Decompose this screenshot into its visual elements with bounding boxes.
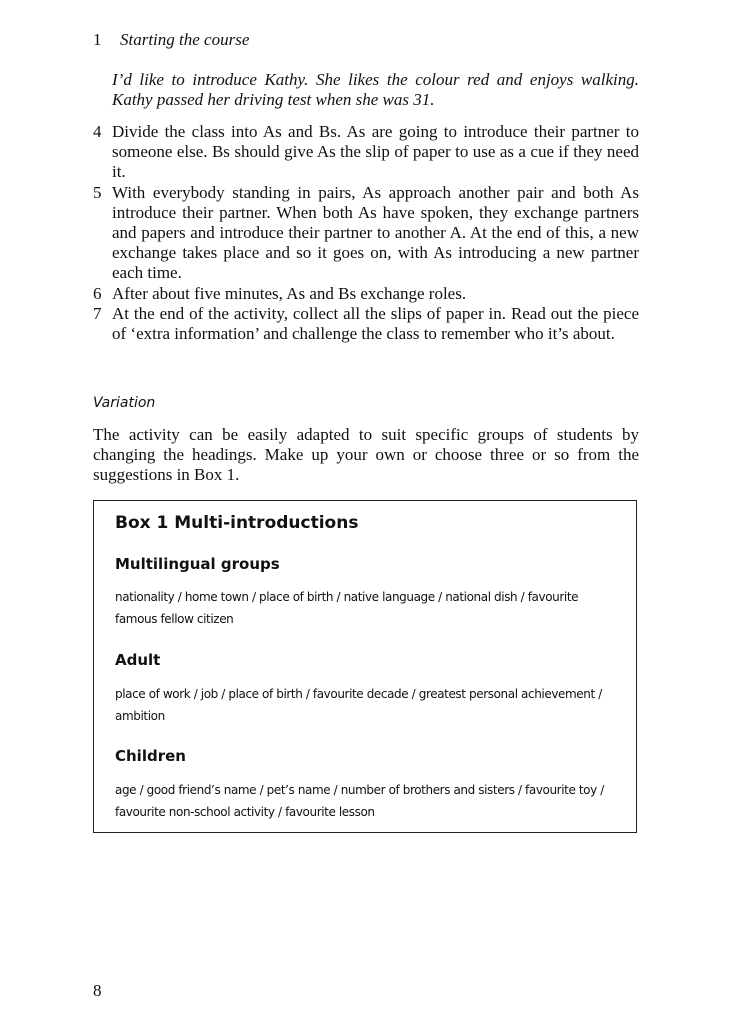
step-number: 5 (93, 182, 102, 202)
steps-list (93, 122, 639, 344)
box-section-items-adult: place of work / job / place of birth / favourite decade / greatest personal achievement / ambition (115, 687, 602, 723)
running-head (93, 30, 249, 50)
chapter-title: Starting the course (120, 30, 250, 49)
chapter-number: 1 (93, 30, 102, 49)
box-section-heading-multilingual: Multilingual groups (115, 555, 280, 573)
step-text: At the end of the activity, collect all the slips of paper in. Read out the piece of ‘extra information’ and challenge the class to remember who it’s about. (112, 303, 639, 344)
box-section-heading-children: Children (115, 747, 186, 765)
step-item (93, 284, 639, 304)
variation-text: The activity can be easily adapted to suit specific groups of students by changing the headings. Make up your own or choose three or so from the suggestions in Box 1. (93, 425, 639, 485)
box-section-items-multilingual: nationality / home town / place of birth / native language / national dish / favourite famous fellow citizen (115, 590, 579, 626)
variation-heading: Variation (93, 395, 156, 411)
box-multi-introductions (93, 500, 637, 833)
step-item (93, 183, 639, 284)
step-number: 7 (93, 303, 102, 323)
box-section-heading-adult: Adult (115, 651, 161, 669)
step-item (93, 304, 639, 344)
step-number: 6 (93, 283, 102, 303)
step-text: With everybody standing in pairs, As approach another pair and both As introduce their partner. When both As have spoken, they exchange partners and papers and introduce their partner to another A. At the end of this, a new exchange takes place and so it goes on, with As introducing a new partner each time. (112, 182, 639, 283)
step-number: 4 (93, 122, 102, 141)
page-number: 8 (93, 981, 102, 1000)
box-title: Box 1 Multi-introductions (115, 513, 359, 533)
step-text: Divide the class into As and Bs. As are going to introduce their partner to someone else. Bs should give As the slip of paper to use as a cue if they need it. (112, 122, 639, 182)
intro-quote: I’d like to introduce Kathy. She likes the colour red and enjoys walking. Kathy passed her driving test when she was 31. (112, 70, 639, 110)
step-text: After about five minutes, As and Bs exchange roles. (112, 283, 467, 303)
box-section-items-children: age / good friend’s name / pet’s name / number of brothers and sisters / favourite toy / favourite non-school activity / favourite lesson (115, 783, 604, 819)
step-item (93, 122, 639, 183)
